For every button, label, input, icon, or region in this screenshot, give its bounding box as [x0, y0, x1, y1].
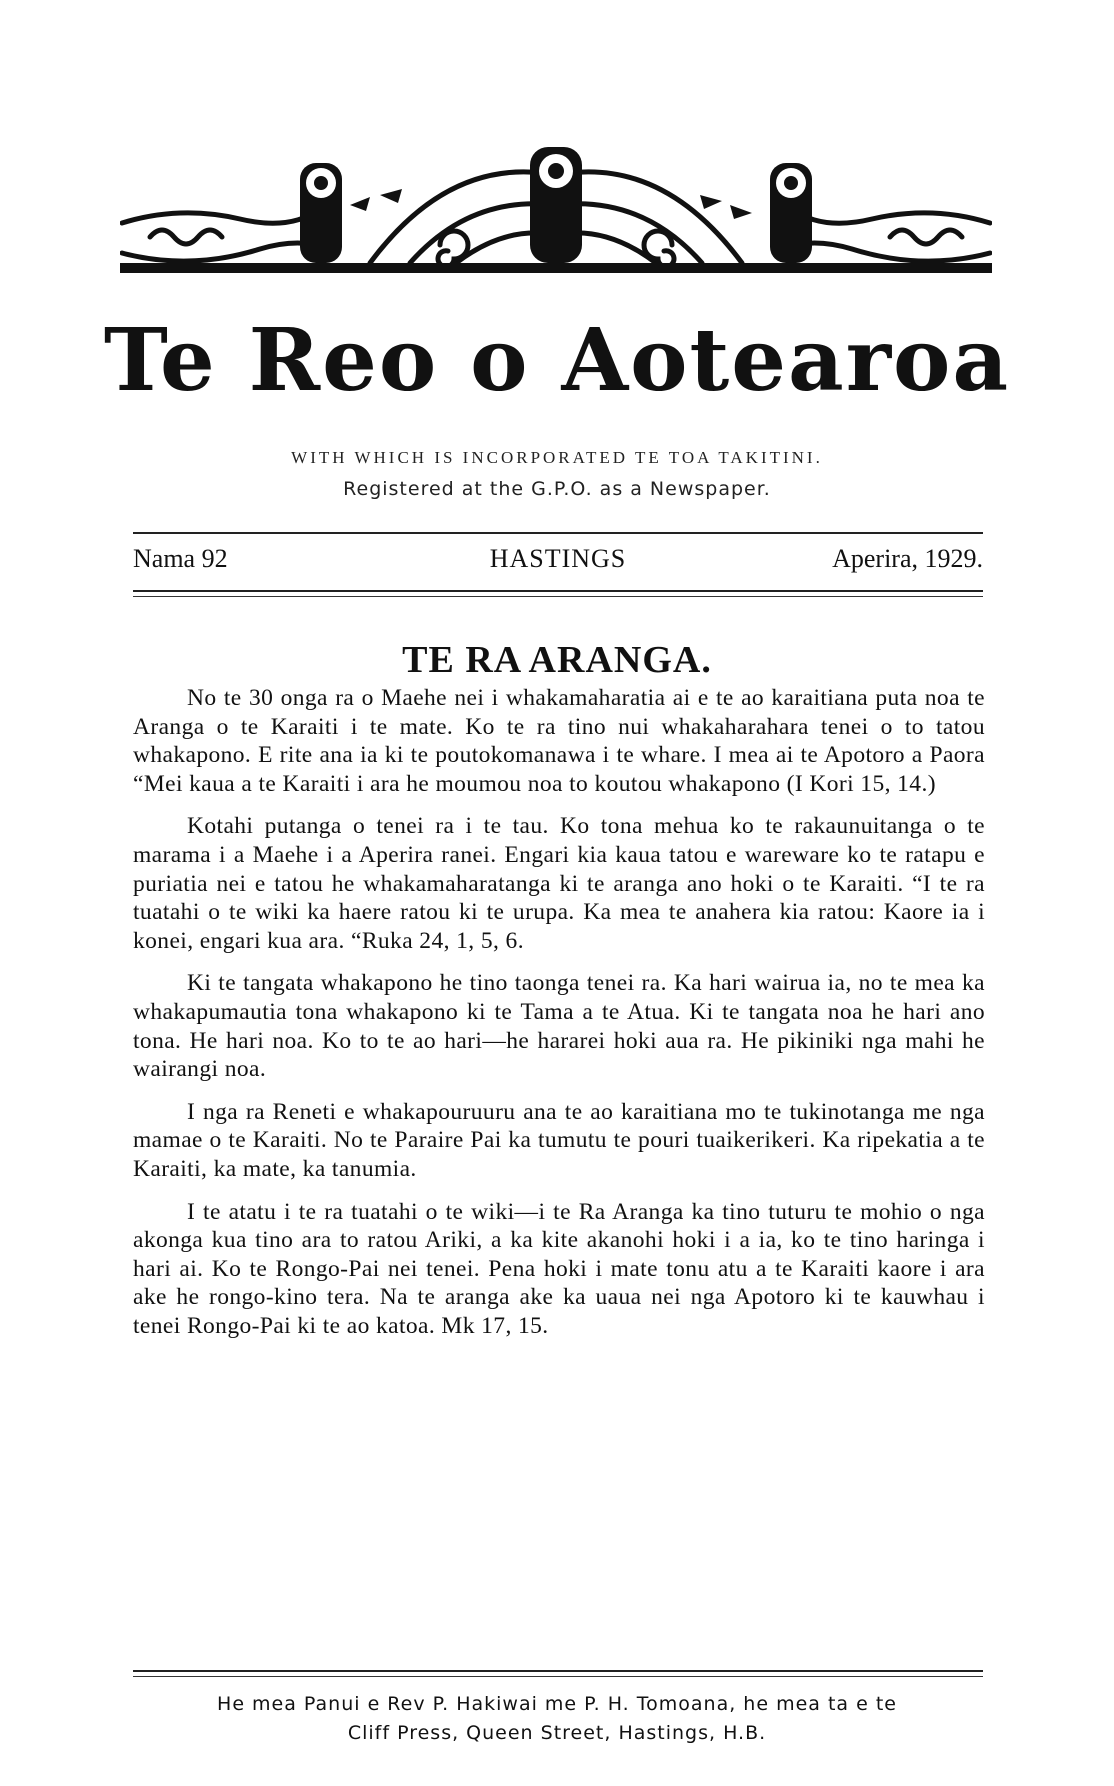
registration-note: Registered at the G.P.O. as a Newspaper. — [343, 478, 771, 500]
place-name: HASTINGS — [489, 544, 627, 573]
dateline-rule-thin — [133, 596, 983, 597]
article-paragraph: Kotahi putanga o tenei ra i te tau. Ko tona mehua ko te rakaunuitanga o te marama i a Maehe i a Aperira ranei. Engari kia kaua tatou e wareware ko te ratapu e puriatia nei e tatou he whakamaharatanga ki te aranga ano hoki o te Karaiti. “I te ra tuatahi o te wiki ka haere ratou ki te urupa. Ka mea te anahera kia ratou: Kaore ia i konei, engari kua ara. “Ruka 24, 1, 5, 6. — [133, 813, 985, 954]
dateline-rule — [133, 590, 983, 592]
article-heading: TE RA ARANGA. — [402, 639, 712, 681]
dateline — [133, 544, 983, 578]
publisher-line-2: Cliff Press, Queen Street, Hastings, H.B. — [347, 1722, 767, 1744]
top-rule — [133, 532, 983, 534]
article-paragraph: No te 30 onga ra o Maehe nei i whakamaharatia ai e te ao karaitiana puta noa te Aranga o te Karaiti i te mate. Ko te ra tino nui whakaharahara tenei o to tatou whakapono. E rite ana ia ki te poutokomanawa i te whare. I mea ai te Apotoro a Paora “Mei kaua a te Karaiti i ara he moumou noa to koutou whakapono (I Kori 15, 14.) — [133, 685, 985, 797]
article-paragraph: Ki te tangata whakapono he tino taonga tenei ra. Ka hari wairua ia, no te mea ka whakapumautia tona whakapono ki te Tama a te Atua. Ki te tangata noa he hari ano tona. He hari noa. Ko to te ao hari—he hararei hoki aua ra. He pikiniki nga mahi he wairangi noa. — [133, 970, 985, 1083]
article-body — [133, 684, 985, 1354]
issue-date: Aperira, 1929. — [832, 544, 983, 573]
publisher-line-1: He mea Panui e Rev P. Hakiwai me P. H. Tomoana, he mea ta e te — [217, 1693, 897, 1715]
footer-rule-thin — [133, 1676, 983, 1677]
newspaper-title: Te Reo o Aotearoa — [103, 310, 1011, 411]
publisher-footer — [0, 1690, 1114, 1748]
footer-rule — [133, 1670, 983, 1672]
article-paragraph: I nga ra Reneti e whakapouruuru ana te ao karaitiana mo te tukinotanga me nga mamae o te Karaiti. No te Paraire Pai ka tumutu te pouri tuaikerikeri. Ka ripekatia a te Karaiti, ka mate, ka tanumia. — [133, 1098, 985, 1182]
carved-banner-logo — [120, 145, 992, 275]
article-paragraph: I te atatu i te ra tuatahi o te wiki—i te Ra Aranga ka tino tuturu te mohio o nga akonga kua tino ara to ratou Ariki, a ka kite akanohi hoki i a ia, ko te tino haringa i hari ai. Ko te Rongo-Pai nei tenei. Pena hoki i mate tonu atu a te Karaiti kaore i ara ake he rongo-kino tera. Na te aranga ake ka uaua nei nga Apotoro ki te kauwhau i tenei Rongo-Pai ki te ao katoa. Mk 17, 15. — [133, 1198, 985, 1339]
issue-number: Nama 92 — [133, 544, 228, 573]
incorporation-note: WITH WHICH IS INCORPORATED TE TOA TAKITINI. — [291, 448, 823, 467]
